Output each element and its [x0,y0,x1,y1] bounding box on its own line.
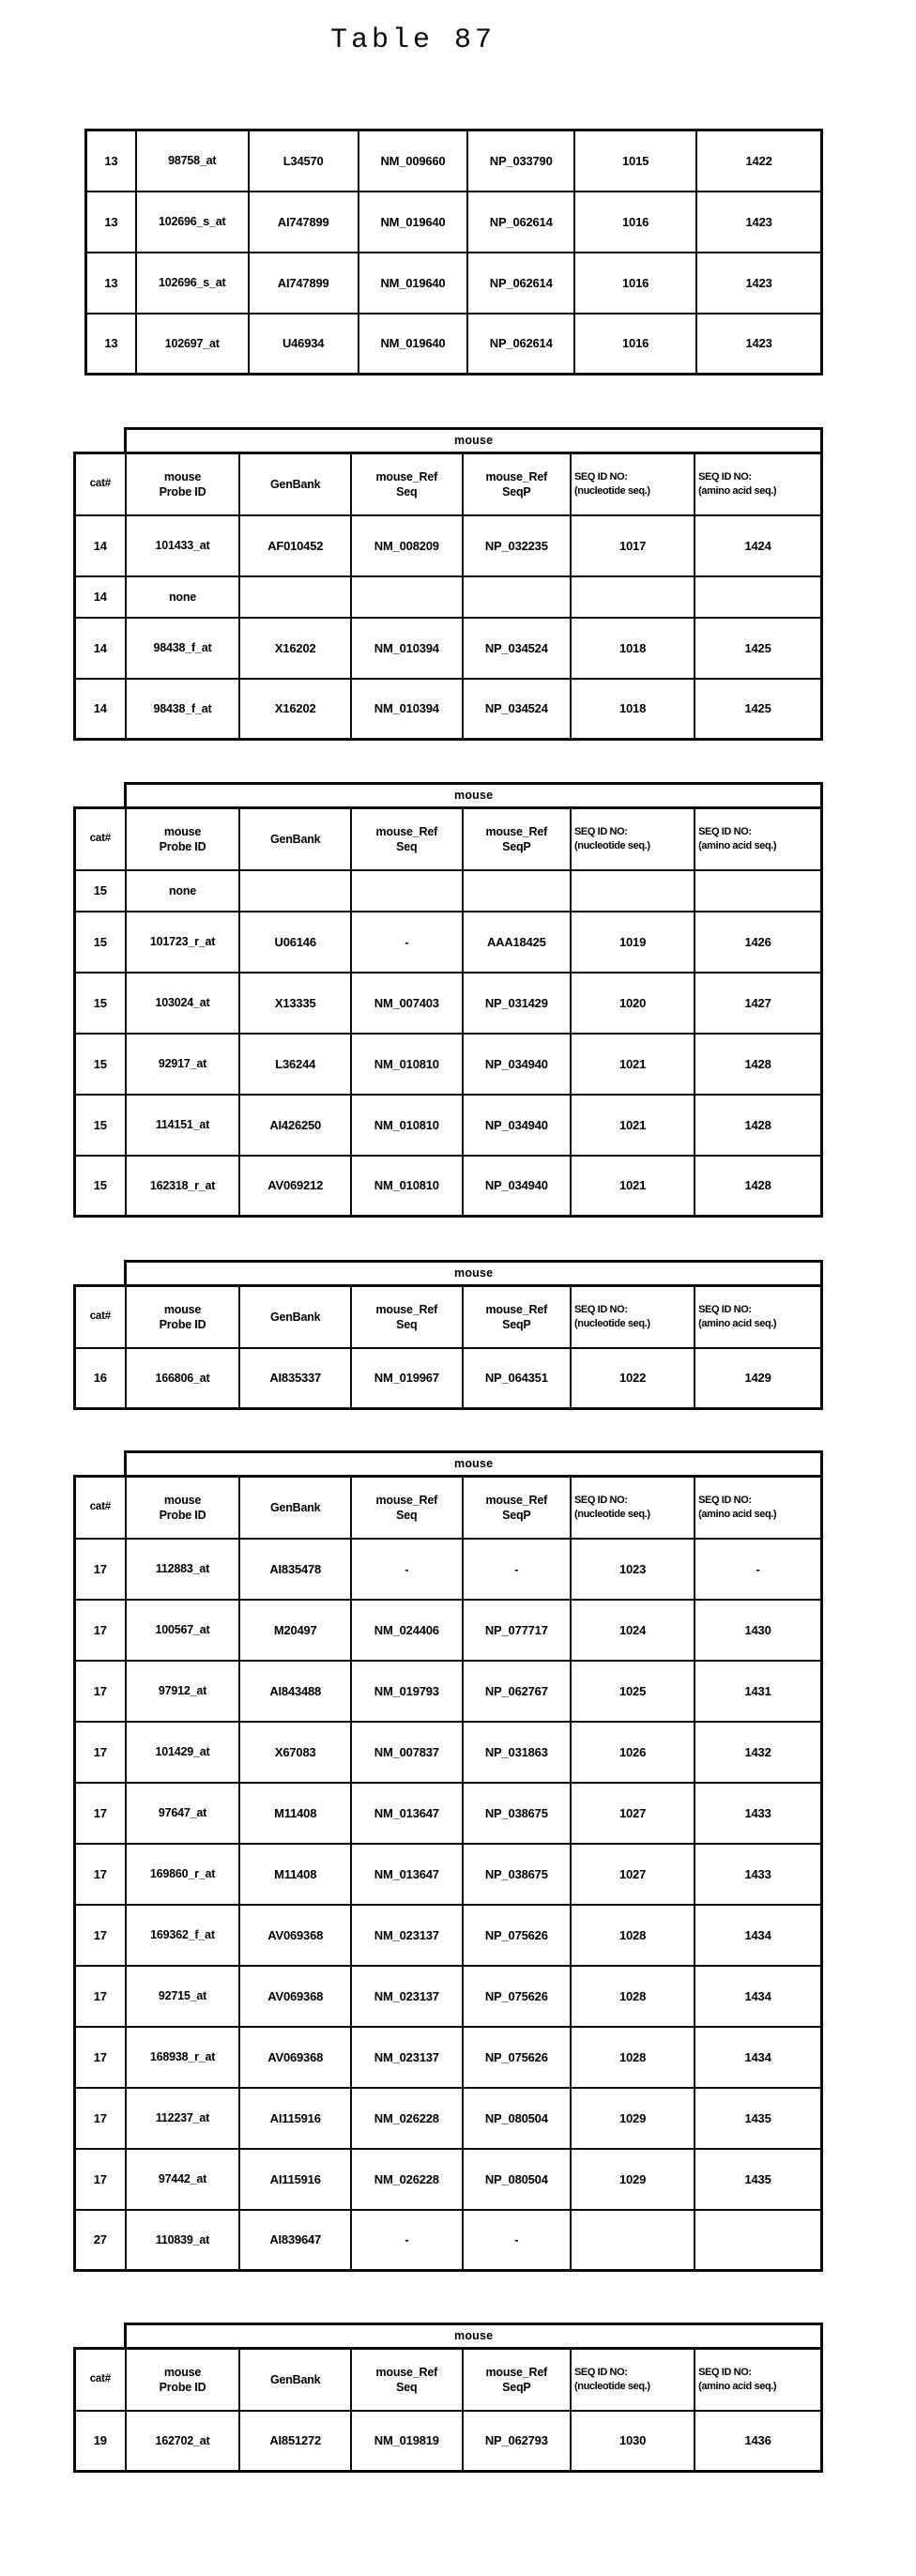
cell-ref-seqp: NP_062793 [463,2411,571,2472]
cell-seq-id-aa: 1432 [695,1722,821,1783]
header-row [75,808,822,870]
header-ref-seqp: mouse_Ref SeqP [463,1477,571,1539]
header-genbank: GenBank [239,808,351,870]
cell-genbank: AV069212 [239,1156,351,1217]
cell-seq-id-nt: 1024 [571,1600,695,1661]
cell-cat: 15 [75,1156,126,1217]
cell-genbank: AI839647 [239,2210,351,2271]
table-row [75,515,822,576]
mouse-table-cat13-continued-grid [84,129,823,376]
cell-ref-seqp: NP_031863 [463,1722,571,1783]
cell-genbank: X67083 [239,1722,351,1783]
cell-ref-seq [351,576,463,618]
cell-genbank: U06146 [239,912,351,973]
cell-seq-id-aa: 1428 [695,1095,821,1156]
group-header-spacer [73,2323,124,2347]
cell-cat: 15 [75,912,126,973]
cell-ref-seq: - [351,1539,463,1600]
cell-seq-id-aa: 1435 [695,2149,821,2210]
cell-genbank: AI835478 [239,1539,351,1600]
header-cat: cat# [75,1286,126,1348]
group-header-mouse: mouse [124,1260,823,1284]
header-ref-seq: mouse_Ref Seq [351,1286,463,1348]
table-row [75,1844,822,1905]
cell-ref-seq: NM_013647 [351,1783,463,1844]
cell-cat: 17 [75,2088,126,2149]
header-genbank: GenBank [239,1286,351,1348]
cell-ref-seq: NM_010394 [351,679,463,740]
cell-genbank: L34570 [249,130,359,192]
table-row [75,973,822,1034]
cell-seq-id-nt: 1018 [571,618,695,679]
cell-ref-seqp: NP_062614 [467,253,574,314]
cell-seq-id-nt: 1021 [571,1156,695,1217]
cell-ref-seq: NM_009660 [359,130,468,192]
cell-ref-seq: NM_019967 [351,1348,463,1409]
cell-ref-seq: NM_026228 [351,2149,463,2210]
header-seq-id-nt: SEQ ID NO: (nucleotide seq.) [571,1477,695,1539]
header-seq-id-nt: SEQ ID NO: (nucleotide seq.) [571,453,695,515]
cell-probe-id: 112237_at [126,2088,240,2149]
table-row [75,1095,822,1156]
table-row [75,1348,822,1409]
cell-ref-seqp: NP_038675 [463,1783,571,1844]
table-row [75,1905,822,1966]
cell-probe-id: 102696_s_at [136,192,249,253]
cell-probe-id: 98438_f_at [126,618,240,679]
cell-ref-seqp: NP_034940 [463,1034,571,1095]
header-cat: cat# [75,2349,126,2411]
cell-cat: 17 [75,2027,126,2088]
cell-cat: 19 [75,2411,126,2472]
group-header-mouse: mouse [124,2323,823,2347]
cell-seq-id-nt: 1029 [571,2088,695,2149]
cell-seq-id-aa: 1435 [695,2088,821,2149]
cell-seq-id-aa: 1433 [695,1783,821,1844]
cell-seq-id-aa: 1426 [695,912,821,973]
cell-seq-id-aa: 1434 [695,1905,821,1966]
group-header-mouse: mouse [124,782,823,806]
table-row [75,1539,822,1600]
cell-ref-seq: NM_010810 [351,1156,463,1217]
cell-ref-seqp: - [463,2210,571,2271]
mouse-table-cat16-grid [73,1284,823,1410]
header-ref-seq: mouse_Ref Seq [351,808,463,870]
cell-seq-id-aa: 1423 [696,192,821,253]
cell-ref-seqp: NP_080504 [463,2088,571,2149]
cell-probe-id: none [126,870,240,912]
cell-ref-seq: NM_023137 [351,1905,463,1966]
cell-ref-seq: - [351,912,463,973]
cell-seq-id-nt: 1027 [571,1844,695,1905]
group-header-mouse: mouse [124,427,823,452]
cell-probe-id: 101429_at [126,1722,240,1783]
cell-ref-seqp: NP_062614 [467,314,574,375]
cell-genbank: AI843488 [239,1661,351,1722]
cell-genbank: AI426250 [239,1095,351,1156]
cell-probe-id: 101433_at [126,515,240,576]
cell-seq-id-nt: 1029 [571,2149,695,2210]
cell-cat: 17 [75,1661,126,1722]
header-cat: cat# [75,808,126,870]
cell-seq-id-aa: 1430 [695,1600,821,1661]
header-ref-seqp: mouse_Ref SeqP [463,2349,571,2411]
cell-cat: 16 [75,1348,126,1409]
cell-ref-seqp: NP_075626 [463,2027,571,2088]
cell-ref-seq [351,870,463,912]
cell-probe-id: 92715_at [126,1966,240,2027]
mouse-table-cat15-grid [73,806,823,1218]
cell-ref-seq: NM_023137 [351,2027,463,2088]
mouse-table-cat16 [73,1260,823,1410]
cell-seq-id-nt: 1023 [571,1539,695,1600]
cell-genbank: AI115916 [239,2149,351,2210]
cell-probe-id: 162702_at [126,2411,240,2472]
cell-ref-seq: NM_019819 [351,2411,463,2472]
table-row [75,912,822,973]
cell-seq-id-aa: 1423 [696,253,821,314]
cell-seq-id-aa: 1428 [695,1034,821,1095]
table-row [75,2088,822,2149]
cell-genbank: X16202 [239,618,351,679]
header-probe-id: mouse Probe ID [126,453,240,515]
cell-seq-id-nt: 1017 [571,515,695,576]
cell-seq-id-nt: 1030 [571,2411,695,2472]
cell-probe-id: 169860_r_at [126,1844,240,1905]
cell-seq-id-nt [571,576,695,618]
cell-genbank: U46934 [249,314,359,375]
cell-cat: 17 [75,1905,126,1966]
cell-cat: 17 [75,1539,126,1600]
header-ref-seqp: mouse_Ref SeqP [463,1286,571,1348]
cell-probe-id: 112883_at [126,1539,240,1600]
cell-seq-id-aa: 1434 [695,2027,821,2088]
cell-seq-id-nt: 1019 [571,912,695,973]
cell-genbank: AI851272 [239,2411,351,2472]
cell-seq-id-aa: 1425 [695,679,821,740]
cell-cat: 17 [75,1783,126,1844]
cell-probe-id: 92917_at [126,1034,240,1095]
cell-cat: 14 [75,515,126,576]
cell-probe-id: 169362_f_at [126,1905,240,1966]
cell-seq-id-aa: 1422 [696,130,821,192]
cell-seq-id-nt: 1027 [571,1783,695,1844]
cell-cat: 13 [86,253,136,314]
table-row [75,1783,822,1844]
table-row [86,314,822,375]
cell-cat: 14 [75,679,126,740]
group-header-spacer [73,1450,124,1475]
cell-genbank: X13335 [239,973,351,1034]
cell-ref-seq: NM_007403 [351,973,463,1034]
cell-genbank: AV069368 [239,1905,351,1966]
cell-ref-seqp: AAA18425 [463,912,571,973]
cell-probe-id: 98438_f_at [126,679,240,740]
cell-ref-seqp: NP_038675 [463,1844,571,1905]
cell-seq-id-nt: 1028 [571,1966,695,2027]
cell-ref-seqp: NP_031429 [463,973,571,1034]
cell-seq-id-aa [695,870,821,912]
header-seq-id-aa: SEQ ID NO: (amino acid seq.) [695,1286,821,1348]
cell-cat: 14 [75,618,126,679]
header-seq-id-nt: SEQ ID NO: (nucleotide seq.) [571,2349,695,2411]
header-probe-id: mouse Probe ID [126,808,240,870]
cell-probe-id: 100567_at [126,1600,240,1661]
header-cat: cat# [75,1477,126,1539]
cell-seq-id-aa: 1428 [695,1156,821,1217]
cell-ref-seqp: NP_080504 [463,2149,571,2210]
table-row [75,1722,822,1783]
header-row [75,1286,822,1348]
cell-ref-seqp: NP_077717 [463,1600,571,1661]
cell-ref-seqp: NP_075626 [463,1966,571,2027]
cell-seq-id-aa: 1425 [695,618,821,679]
header-seq-id-nt: SEQ ID NO: (nucleotide seq.) [571,1286,695,1348]
cell-genbank: AI747899 [249,192,359,253]
cell-genbank: AI835337 [239,1348,351,1409]
table-row [75,576,822,618]
table-row [86,253,822,314]
cell-ref-seq: NM_019640 [359,314,468,375]
cell-seq-id-nt: 1026 [571,1722,695,1783]
mouse-table-cat17-grid [73,1475,823,2272]
cell-seq-id-nt: 1028 [571,2027,695,2088]
header-ref-seqp: mouse_Ref SeqP [463,808,571,870]
group-header-row [73,1260,823,1284]
cell-seq-id-nt: 1016 [574,314,696,375]
cell-ref-seqp [463,870,571,912]
cell-genbank: L36244 [239,1034,351,1095]
cell-seq-id-nt: 1021 [571,1095,695,1156]
cell-genbank: AV069368 [239,1966,351,2027]
cell-ref-seqp: NP_032235 [463,515,571,576]
header-ref-seq: mouse_Ref Seq [351,1477,463,1539]
cell-probe-id: 102696_s_at [136,253,249,314]
cell-seq-id-nt [571,2210,695,2271]
table-row [75,2411,822,2472]
cell-seq-id-nt: 1016 [574,192,696,253]
cell-ref-seq: - [351,2210,463,2271]
cell-genbank [239,576,351,618]
cell-probe-id: 168938_r_at [126,2027,240,2088]
header-seq-id-aa: SEQ ID NO: (amino acid seq.) [695,808,821,870]
cell-ref-seqp: NP_033790 [467,130,574,192]
cell-cat: 17 [75,1966,126,2027]
cell-seq-id-nt: 1025 [571,1661,695,1722]
header-probe-id: mouse Probe ID [126,2349,240,2411]
cell-cat: 13 [86,192,136,253]
cell-ref-seq: NM_010810 [351,1095,463,1156]
cell-probe-id: 166806_at [126,1348,240,1409]
cell-seq-id-nt: 1016 [574,253,696,314]
group-header-mouse: mouse [124,1450,823,1475]
cell-cat: 15 [75,1034,126,1095]
cell-genbank: AI747899 [249,253,359,314]
cell-seq-id-aa: 1436 [695,2411,821,2472]
cell-cat: 14 [75,576,126,618]
table-row [75,1661,822,1722]
cell-seq-id-nt: 1028 [571,1905,695,1966]
cell-seq-id-nt: 1018 [571,679,695,740]
cell-cat: 17 [75,1844,126,1905]
cell-cat: 15 [75,870,126,912]
header-seq-id-nt: SEQ ID NO: (nucleotide seq.) [571,808,695,870]
cell-genbank: M11408 [239,1844,351,1905]
cell-seq-id-nt: 1020 [571,973,695,1034]
header-seq-id-aa: SEQ ID NO: (amino acid seq.) [695,453,821,515]
cell-seq-id-nt: 1022 [571,1348,695,1409]
cell-genbank: AI115916 [239,2088,351,2149]
cell-ref-seq: NM_008209 [351,515,463,576]
cell-ref-seqp: NP_034940 [463,1156,571,1217]
cell-seq-id-aa: 1429 [695,1348,821,1409]
page-title: Table 87 [329,24,496,56]
cell-cat: 13 [86,130,136,192]
cell-ref-seq: NM_023137 [351,1966,463,2027]
mouse-table-cat19-grid [73,2347,823,2473]
cell-ref-seq: NM_019793 [351,1661,463,1722]
header-seq-id-aa: SEQ ID NO: (amino acid seq.) [695,2349,821,2411]
cell-probe-id: 103024_at [126,973,240,1034]
header-row [75,2349,822,2411]
group-header-row [73,427,823,452]
cell-seq-id-aa: 1423 [696,314,821,375]
cell-cat: 13 [86,314,136,375]
cell-seq-id-aa: 1434 [695,1966,821,2027]
cell-cat: 15 [75,973,126,1034]
cell-genbank: M20497 [239,1600,351,1661]
cell-cat: 15 [75,1095,126,1156]
cell-genbank: AV069368 [239,2027,351,2088]
cell-seq-id-aa: 1427 [695,973,821,1034]
mouse-table-cat14 [73,427,823,741]
group-header-spacer [73,782,124,806]
cell-genbank [239,870,351,912]
table-row [75,870,822,912]
cell-seq-id-aa: 1433 [695,1844,821,1905]
mouse-table-cat13-continued [84,129,823,376]
cell-seq-id-aa: 1424 [695,515,821,576]
cell-seq-id-nt: 1015 [574,130,696,192]
group-header-row [73,2323,823,2347]
cell-genbank: AF010452 [239,515,351,576]
table-row [86,130,822,192]
cell-probe-id: 101723_r_at [126,912,240,973]
cell-probe-id: 97647_at [126,1783,240,1844]
cell-cat: 17 [75,2149,126,2210]
cell-probe-id: 102697_at [136,314,249,375]
cell-probe-id: none [126,576,240,618]
header-probe-id: mouse Probe ID [126,1477,240,1539]
cell-ref-seq: NM_019640 [359,192,468,253]
cell-ref-seq: NM_010810 [351,1034,463,1095]
cell-genbank: X16202 [239,679,351,740]
group-header-spacer [73,1260,124,1284]
table-row [75,2210,822,2271]
cell-ref-seqp: NP_062614 [467,192,574,253]
table-row [75,2149,822,2210]
mouse-table-cat14-grid [73,452,823,741]
group-header-row [73,1450,823,1475]
cell-ref-seqp: - [463,1539,571,1600]
mouse-table-cat17 [73,1450,823,2272]
header-ref-seqp: mouse_Ref SeqP [463,453,571,515]
cell-ref-seqp: NP_064351 [463,1348,571,1409]
group-header-spacer [73,427,124,452]
header-ref-seq: mouse_Ref Seq [351,453,463,515]
cell-ref-seqp: NP_034940 [463,1095,571,1156]
cell-cat: 17 [75,1600,126,1661]
header-seq-id-aa: SEQ ID NO: (amino acid seq.) [695,1477,821,1539]
cell-seq-id-aa: 1431 [695,1661,821,1722]
cell-cat: 27 [75,2210,126,2271]
header-row [75,1477,822,1539]
cell-cat: 17 [75,1722,126,1783]
cell-ref-seq: NM_013647 [351,1844,463,1905]
cell-ref-seq: NM_007837 [351,1722,463,1783]
header-cat: cat# [75,453,126,515]
cell-ref-seq: NM_024406 [351,1600,463,1661]
cell-probe-id: 162318_r_at [126,1156,240,1217]
mouse-table-cat19 [73,2323,823,2473]
header-genbank: GenBank [239,2349,351,2411]
cell-probe-id: 98758_at [136,130,249,192]
mouse-table-cat15 [73,782,823,1218]
header-probe-id: mouse Probe ID [126,1286,240,1348]
cell-ref-seq: NM_019640 [359,253,468,314]
table-row [75,679,822,740]
header-ref-seq: mouse_Ref Seq [351,2349,463,2411]
cell-probe-id: 97442_at [126,2149,240,2210]
header-genbank: GenBank [239,453,351,515]
table-row [75,1156,822,1217]
cell-seq-id-nt [571,870,695,912]
cell-ref-seqp: NP_034524 [463,679,571,740]
cell-probe-id: 114151_at [126,1095,240,1156]
table-row [86,192,822,253]
cell-ref-seqp [463,576,571,618]
cell-genbank: M11408 [239,1783,351,1844]
cell-seq-id-aa: - [695,1539,821,1600]
table-row [75,618,822,679]
header-row [75,453,822,515]
table-row [75,1966,822,2027]
cell-ref-seqp: NP_075626 [463,1905,571,1966]
cell-probe-id: 110839_at [126,2210,240,2271]
cell-seq-id-aa [695,576,821,618]
table-row [75,2027,822,2088]
cell-seq-id-aa [695,2210,821,2271]
cell-ref-seq: NM_010394 [351,618,463,679]
cell-ref-seq: NM_026228 [351,2088,463,2149]
table-row [75,1600,822,1661]
cell-probe-id: 97912_at [126,1661,240,1722]
header-genbank: GenBank [239,1477,351,1539]
cell-ref-seqp: NP_034524 [463,618,571,679]
cell-ref-seqp: NP_062767 [463,1661,571,1722]
cell-seq-id-nt: 1021 [571,1034,695,1095]
table-row [75,1034,822,1095]
group-header-row [73,782,823,806]
